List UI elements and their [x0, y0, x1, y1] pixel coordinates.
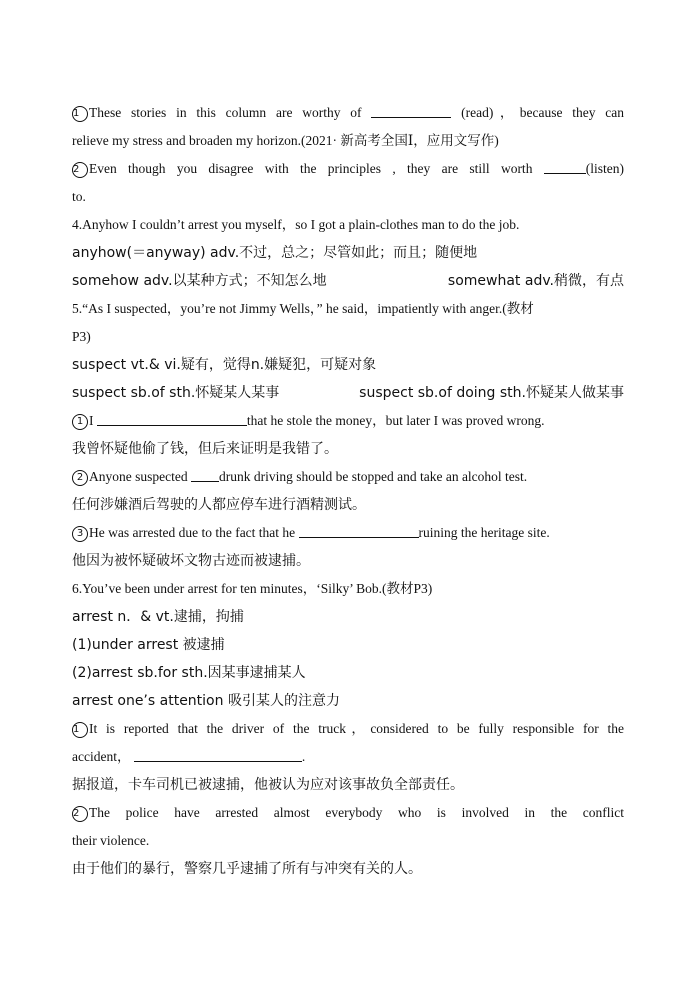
section-5-sentence: 5.“As I suspected，you’re not Jimmy Wells，” he said，impatiently with anger.(教材 — [72, 301, 534, 316]
circled-number: 3 — [72, 526, 88, 542]
answer-blank[interactable] — [97, 412, 247, 426]
section-5-source: P3) — [72, 329, 91, 344]
anyhow-definition: anyhow(＝anyway) adv.不过，总之；尽管如此；而且；随便地 — [72, 245, 478, 261]
exercise-5-1 — [72, 412, 624, 430]
exercise-1-line-2: relieve my stress and broaden my horizon.(2021· 新高考全国Ⅰ，应用文写作) — [72, 133, 499, 148]
text: that he stole the money，but later I was proved wrong. — [246, 413, 545, 428]
text: It is reported that the driver of the truck，considered to be fully responsible for the — [89, 721, 624, 736]
phrase: suspect sb.of sth.怀疑某人某事 — [72, 385, 280, 401]
arrest-phrase-2: (2)arrest sb.for sth.因某事逮捕某人 — [72, 665, 306, 681]
text: I — [89, 413, 94, 428]
text: Even though you disagree with the principles , they are still worth — [89, 161, 533, 176]
answer-blank[interactable] — [191, 468, 219, 482]
exercise-5-2 — [72, 468, 624, 486]
exercise-6-1-line-1 — [72, 720, 624, 738]
arrest-phrase-1: (1)under arrest 被逮捕 — [72, 637, 225, 653]
answer-blank[interactable] — [544, 160, 586, 174]
exercise-2-line-1 — [72, 160, 624, 178]
answer-blank[interactable] — [299, 524, 419, 538]
exercise-2-line-2: to. — [72, 189, 86, 204]
somewhat-definition: somewhat adv.稍微，有点 — [447, 273, 624, 289]
translation: 据报道，卡车司机已被逮捕，他被认为应对该事故负全部责任。 — [72, 777, 464, 793]
section-4-sentence: 4.Anyhow I couldn’t arrest you myself，so I got a plain-clothes man to do the job. — [72, 217, 520, 232]
somehow-definition: somehow adv.以某种方式；不知怎么地 — [72, 273, 327, 289]
somehow-somewhat-definitions — [72, 272, 624, 290]
phrase: suspect sb.of doing sth.怀疑某人做某事 — [359, 385, 624, 401]
exercise-6-1-line-2 — [72, 748, 624, 766]
circled-number: 2 — [72, 806, 88, 822]
exercise-5-3 — [72, 524, 624, 542]
answer-blank[interactable] — [134, 748, 302, 762]
text: These stories in this column are worthy of — [89, 105, 362, 120]
text: Anyone suspected — [89, 469, 188, 484]
section-6-sentence: 6.You’ve been under arrest for ten minutes，‘Silky’ Bob.(教材P3) — [72, 581, 433, 596]
translation: 我曾怀疑他偷了钱，但后来证明是我错了。 — [72, 441, 338, 457]
text: ruining the heritage site. — [418, 525, 550, 540]
circled-number: 2 — [72, 470, 88, 486]
arrest-phrase-3: arrest one’s attention 吸引某人的注意力 — [72, 693, 340, 709]
text: drunk driving should be stopped and take an alcohol test. — [218, 469, 528, 484]
translation: 任何涉嫌酒后驾驶的人都应停车进行酒精测试。 — [72, 497, 366, 513]
text: . — [301, 749, 306, 764]
suspect-phrases — [72, 384, 624, 402]
circled-number: 1 — [72, 414, 88, 430]
circled-number: 1 — [72, 106, 88, 122]
text: The police have arrested almost everybody who is involved in the conflict — [89, 805, 624, 820]
exercise-6-2-line-1 — [72, 804, 624, 822]
text: accident， — [72, 749, 131, 764]
translation: 他因为被怀疑破坏文物古迹而被逮捕。 — [72, 553, 310, 569]
circled-number: 2 — [72, 162, 88, 178]
arrest-definition: arrest n．& vt.逮捕，拘捕 — [72, 609, 244, 625]
exercise-1-line-1 — [72, 104, 624, 122]
text: (listen) — [585, 161, 624, 176]
circled-number: 1 — [72, 722, 88, 738]
translation: 由于他们的暴行，警察几乎逮捕了所有与冲突有关的人。 — [72, 861, 422, 877]
text: He was arrested due to the fact that he — [89, 525, 296, 540]
exercise-6-2-line-2: their violence. — [72, 833, 150, 848]
suspect-definition: suspect vt.& vi.疑有，觉得n.嫌疑犯，可疑对象 — [72, 357, 377, 373]
text: (read)，because they can — [461, 105, 625, 120]
answer-blank[interactable] — [371, 104, 451, 118]
